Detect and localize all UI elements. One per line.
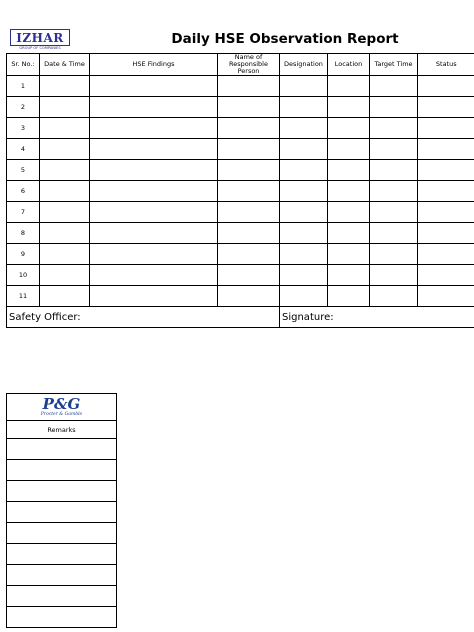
table-row: [7, 286, 474, 307]
remarks-row: [7, 544, 117, 565]
cell-location[interactable]: [328, 181, 370, 202]
cell-target-time[interactable]: [370, 97, 418, 118]
row-number: 3: [7, 118, 40, 139]
header-status: Status: [418, 54, 474, 76]
cell-hse-findings[interactable]: [90, 286, 218, 307]
cell-status[interactable]: [418, 223, 474, 244]
cell-status[interactable]: [418, 76, 474, 97]
cell-status[interactable]: [418, 181, 474, 202]
cell-location[interactable]: [328, 223, 370, 244]
row-number: 7: [7, 202, 40, 223]
row-number: 11: [7, 286, 40, 307]
cell-designation[interactable]: [280, 202, 328, 223]
cell-hse-findings[interactable]: [90, 118, 218, 139]
header-target-time: Target Time: [370, 54, 418, 76]
remarks-cell[interactable]: [7, 502, 117, 523]
cell-location[interactable]: [328, 160, 370, 181]
cell-responsible-person[interactable]: [218, 223, 280, 244]
row-number: 1: [7, 76, 40, 97]
pg-logo-name: P&G: [42, 394, 81, 413]
cell-target-time[interactable]: [370, 160, 418, 181]
cell-location[interactable]: [328, 76, 370, 97]
izhar-logo-name: IZHAR: [16, 30, 64, 45]
cell-date-time[interactable]: [40, 286, 90, 307]
cell-status[interactable]: [418, 160, 474, 181]
cell-designation[interactable]: [280, 286, 328, 307]
cell-date-time[interactable]: [40, 223, 90, 244]
remarks-cell[interactable]: [7, 460, 117, 481]
cell-hse-findings[interactable]: [90, 223, 218, 244]
cell-location[interactable]: [328, 97, 370, 118]
table-row: [7, 97, 474, 118]
cell-designation[interactable]: [280, 265, 328, 286]
cell-designation[interactable]: [280, 223, 328, 244]
table-header-row: [7, 54, 474, 76]
cell-responsible-person[interactable]: [218, 139, 280, 160]
cell-date-time[interactable]: [40, 160, 90, 181]
cell-responsible-person[interactable]: [218, 244, 280, 265]
remarks-header: Remarks: [7, 421, 117, 439]
cell-designation[interactable]: [280, 139, 328, 160]
table-row: [7, 76, 474, 97]
cell-location[interactable]: [328, 244, 370, 265]
header-designation: Designation: [280, 54, 328, 76]
cell-designation[interactable]: [280, 76, 328, 97]
cell-responsible-person[interactable]: [218, 160, 280, 181]
cell-location[interactable]: [328, 286, 370, 307]
header-location: Location: [328, 54, 370, 76]
cell-target-time[interactable]: [370, 118, 418, 139]
izhar-logo-box: [10, 29, 70, 46]
table-row: [7, 160, 474, 181]
cell-date-time[interactable]: [40, 181, 90, 202]
cell-responsible-person[interactable]: [218, 118, 280, 139]
cell-location[interactable]: [328, 202, 370, 223]
cell-date-time[interactable]: [40, 97, 90, 118]
cell-target-time[interactable]: [370, 244, 418, 265]
cell-hse-findings[interactable]: [90, 139, 218, 160]
table-row: [7, 139, 474, 160]
table-row: [7, 202, 474, 223]
remarks-cell[interactable]: [7, 544, 117, 565]
table-row: [7, 181, 474, 202]
cell-date-time[interactable]: [40, 244, 90, 265]
cell-designation[interactable]: [280, 244, 328, 265]
row-number: 8: [7, 223, 40, 244]
row-number: 2: [7, 97, 40, 118]
cell-date-time[interactable]: [40, 76, 90, 97]
remarks-table: [6, 420, 117, 628]
izhar-logo-tagline: GROUP OF COMPANIES: [19, 46, 61, 50]
remarks-cell[interactable]: [7, 565, 117, 586]
cell-date-time[interactable]: [40, 118, 90, 139]
cell-hse-findings[interactable]: [90, 97, 218, 118]
signature-field[interactable]: Signature:: [280, 307, 474, 328]
remarks-row: [7, 565, 117, 586]
cell-hse-findings[interactable]: [90, 244, 218, 265]
remarks-row: [7, 502, 117, 523]
cell-status[interactable]: [418, 202, 474, 223]
cell-status[interactable]: [418, 286, 474, 307]
row-number: 10: [7, 265, 40, 286]
cell-responsible-person[interactable]: [218, 202, 280, 223]
cell-designation[interactable]: [280, 118, 328, 139]
safety-officer-field[interactable]: Safety Officer:: [7, 307, 280, 328]
remarks-cell[interactable]: [7, 481, 117, 502]
row-number: 4: [7, 139, 40, 160]
cell-designation[interactable]: [280, 97, 328, 118]
cell-status[interactable]: [418, 139, 474, 160]
cell-hse-findings[interactable]: [90, 76, 218, 97]
remarks-row: [7, 607, 117, 628]
cell-designation[interactable]: [280, 160, 328, 181]
hse-observation-table: [6, 53, 474, 328]
cell-date-time[interactable]: [40, 202, 90, 223]
cell-status[interactable]: [418, 244, 474, 265]
cell-location[interactable]: [328, 265, 370, 286]
cell-status[interactable]: [418, 118, 474, 139]
remarks-header-row: [7, 421, 117, 439]
pg-logo: [6, 393, 117, 420]
cell-responsible-person[interactable]: [218, 181, 280, 202]
cell-responsible-person[interactable]: [218, 97, 280, 118]
header-date-time: Date & Time: [40, 54, 90, 76]
cell-responsible-person[interactable]: [218, 76, 280, 97]
remarks-row: [7, 523, 117, 544]
pg-logo-tagline: Procter & Gamble: [40, 411, 83, 417]
signoff-row: [7, 307, 474, 328]
cell-target-time[interactable]: [370, 286, 418, 307]
header-hse-findings: HSE Findings: [90, 54, 218, 76]
cell-target-time[interactable]: [370, 76, 418, 97]
cell-target-time[interactable]: [370, 223, 418, 244]
cell-target-time[interactable]: [370, 139, 418, 160]
header-responsible-person: Name of Responsible Person: [218, 54, 280, 76]
table-body: [7, 76, 474, 307]
cell-target-time[interactable]: [370, 181, 418, 202]
cell-hse-findings[interactable]: [90, 265, 218, 286]
remarks-cell[interactable]: [7, 523, 117, 544]
remarks-row: [7, 586, 117, 607]
remarks-cell[interactable]: [7, 439, 117, 460]
cell-hse-findings[interactable]: [90, 202, 218, 223]
cell-designation[interactable]: [280, 181, 328, 202]
row-number: 5: [7, 160, 40, 181]
table-row: [7, 265, 474, 286]
remarks-cell[interactable]: [7, 607, 117, 628]
row-number: 9: [7, 244, 40, 265]
cell-responsible-person[interactable]: [218, 265, 280, 286]
remarks-cell[interactable]: [7, 586, 117, 607]
cell-location[interactable]: [328, 139, 370, 160]
report-title: Daily HSE Observation Report: [171, 31, 399, 47]
remarks-row: [7, 481, 117, 502]
cell-date-time[interactable]: [40, 139, 90, 160]
cell-hse-findings[interactable]: [90, 181, 218, 202]
cell-responsible-person[interactable]: [218, 286, 280, 307]
cell-status[interactable]: [418, 265, 474, 286]
row-number: 6: [7, 181, 40, 202]
remarks-row: [7, 460, 117, 481]
cell-target-time[interactable]: [370, 202, 418, 223]
table-row: [7, 244, 474, 265]
header-sr-no: Sr. No.:: [7, 54, 40, 76]
izhar-logo: [10, 29, 70, 51]
table-row: [7, 118, 474, 139]
cell-status[interactable]: [418, 97, 474, 118]
table-row: [7, 223, 474, 244]
cell-target-time[interactable]: [370, 265, 418, 286]
cell-location[interactable]: [328, 118, 370, 139]
cell-date-time[interactable]: [40, 265, 90, 286]
remarks-row: [7, 439, 117, 460]
remarks-body: [7, 439, 117, 628]
cell-hse-findings[interactable]: [90, 160, 218, 181]
